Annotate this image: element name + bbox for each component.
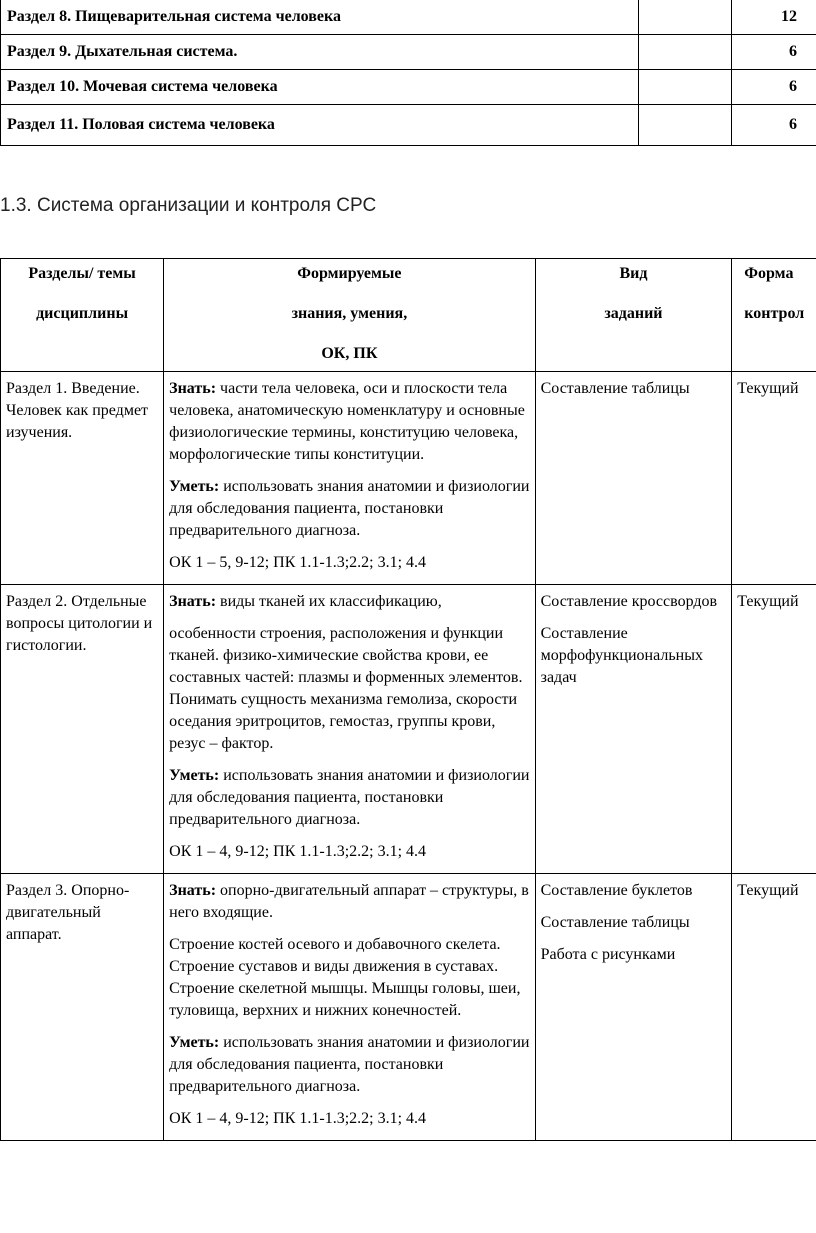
header-text: Вид <box>619 265 648 282</box>
tasks-cell <box>535 585 732 874</box>
header-competencies <box>164 259 535 372</box>
hours-value: 6 <box>732 35 816 70</box>
section-title: Раздел 8. Пищеварительная система человека <box>1 0 639 35</box>
hours-table <box>0 0 816 146</box>
section-cell: Раздел 1. Введение. Человек как предмет изучения. <box>1 372 164 585</box>
table-row <box>1 874 816 1141</box>
srs-table <box>0 258 816 1141</box>
task-item: Составление кроссвордов <box>540 593 718 610</box>
empty-cell <box>639 0 732 35</box>
section-heading: 1.3. Система организации и контроля СРС <box>0 195 377 216</box>
header-sections <box>1 259 164 372</box>
competencies-cell <box>164 874 535 1141</box>
section-title: Раздел 11. Половая система человека <box>1 105 639 146</box>
header-text: дисциплины <box>36 305 129 322</box>
header-text: Форма <box>744 265 794 282</box>
know-label: Знать: <box>169 882 217 899</box>
skill-label: Уметь: <box>169 1034 220 1051</box>
hours-value: 6 <box>732 70 816 105</box>
table-row <box>1 35 816 70</box>
table-header-row <box>1 259 816 372</box>
control-cell: Текущий <box>732 585 816 874</box>
skill-label: Уметь: <box>169 767 220 784</box>
table-row <box>1 0 816 35</box>
know-paragraph <box>169 880 529 924</box>
skill-label: Уметь: <box>169 478 220 495</box>
task-item: Работа с рисунками <box>540 946 676 963</box>
skill-text: использовать знания анатомии и физиологии для обследования пациента, постановки предварительного диагноза. <box>169 767 530 828</box>
table-row <box>1 372 816 585</box>
empty-cell <box>639 70 732 105</box>
header-task-type <box>535 259 732 372</box>
competencies-cell <box>164 585 535 874</box>
section-title: Раздел 10. Мочевая система человека <box>1 70 639 105</box>
competencies-text: ОК 1 – 5, 9-12; ПК 1.1-1.3;2.2; 3.1; 4.4 <box>169 554 427 571</box>
know-paragraph <box>169 378 529 466</box>
header-text: Формируемые <box>297 265 402 282</box>
hours-value: 12 <box>732 0 816 35</box>
table-row <box>1 105 816 146</box>
section-cell: Раздел 2. Отдельные вопросы цитологии и гистологии. <box>1 585 164 874</box>
skill-paragraph <box>169 765 529 831</box>
task-item: Составление таблицы <box>540 380 690 397</box>
skill-paragraph <box>169 1032 529 1098</box>
competencies-text: ОК 1 – 4, 9-12; ПК 1.1-1.3;2.2; 3.1; 4.4 <box>169 843 427 860</box>
task-item: Составление таблицы <box>540 914 690 931</box>
header-text: Разделы/ темы <box>28 265 136 282</box>
tasks-cell <box>535 372 732 585</box>
skill-text: использовать знания анатомии и физиологии для обследования пациента, постановки предварительного диагноза. <box>169 478 530 539</box>
header-text: знания, умения, <box>291 305 408 322</box>
hours-value: 6 <box>732 105 816 146</box>
table-row <box>1 70 816 105</box>
skill-text: использовать знания анатомии и физиологии для обследования пациента, постановки предварительного диагноза. <box>169 1034 530 1095</box>
know-text: опорно-двигательный аппарат – структуры, в него входящие. <box>169 882 529 921</box>
control-cell: Текущий <box>732 372 816 585</box>
know-paragraph <box>169 591 529 613</box>
know-text: виды тканей их классификацию, <box>216 593 442 610</box>
table-row <box>1 585 816 874</box>
header-text: контрол <box>744 305 805 322</box>
header-control-form <box>732 259 816 372</box>
header-text: заданий <box>604 305 663 322</box>
know-paragraph-continued: особенности строения, расположения и функции тканей. физико-химические свойства крови, ее составных частей: плазмы и форменных элементов. Понимать сущность механизма гемолиза, скорости оседания эритроцитов, гемостаз, группы крови, резус – фактор. <box>169 625 523 752</box>
know-label: Знать: <box>169 380 217 397</box>
empty-cell <box>639 105 732 146</box>
control-cell: Текущий <box>732 874 816 1141</box>
task-item: Составление морфофункциональных задач <box>540 625 703 686</box>
task-item: Составление буклетов <box>540 882 693 899</box>
header-text: ОК, ПК <box>321 345 378 362</box>
competencies-cell <box>164 372 535 585</box>
section-cell: Раздел 3. Опорно-двигательный аппарат. <box>1 874 164 1141</box>
skill-paragraph <box>169 476 529 542</box>
competencies-text: ОК 1 – 4, 9-12; ПК 1.1-1.3;2.2; 3.1; 4.4 <box>169 1110 427 1127</box>
know-text: части тела человека, оси и плоскости тела человека, анатомическую номенклатуру и основные физиологические термины, конституцию человека, морфологические типы конституции. <box>169 380 525 463</box>
know-label: Знать: <box>169 593 217 610</box>
tasks-cell <box>535 874 732 1141</box>
section-title: Раздел 9. Дыхательная система. <box>1 35 639 70</box>
know-paragraph-continued: Строение костей осевого и добавочного скелета. Строение суставов и виды движения в суставах. Строение скелетной мышцы. Мышцы головы, шеи, туловища, верхних и нижних конечностей. <box>169 936 521 1019</box>
empty-cell <box>639 35 732 70</box>
